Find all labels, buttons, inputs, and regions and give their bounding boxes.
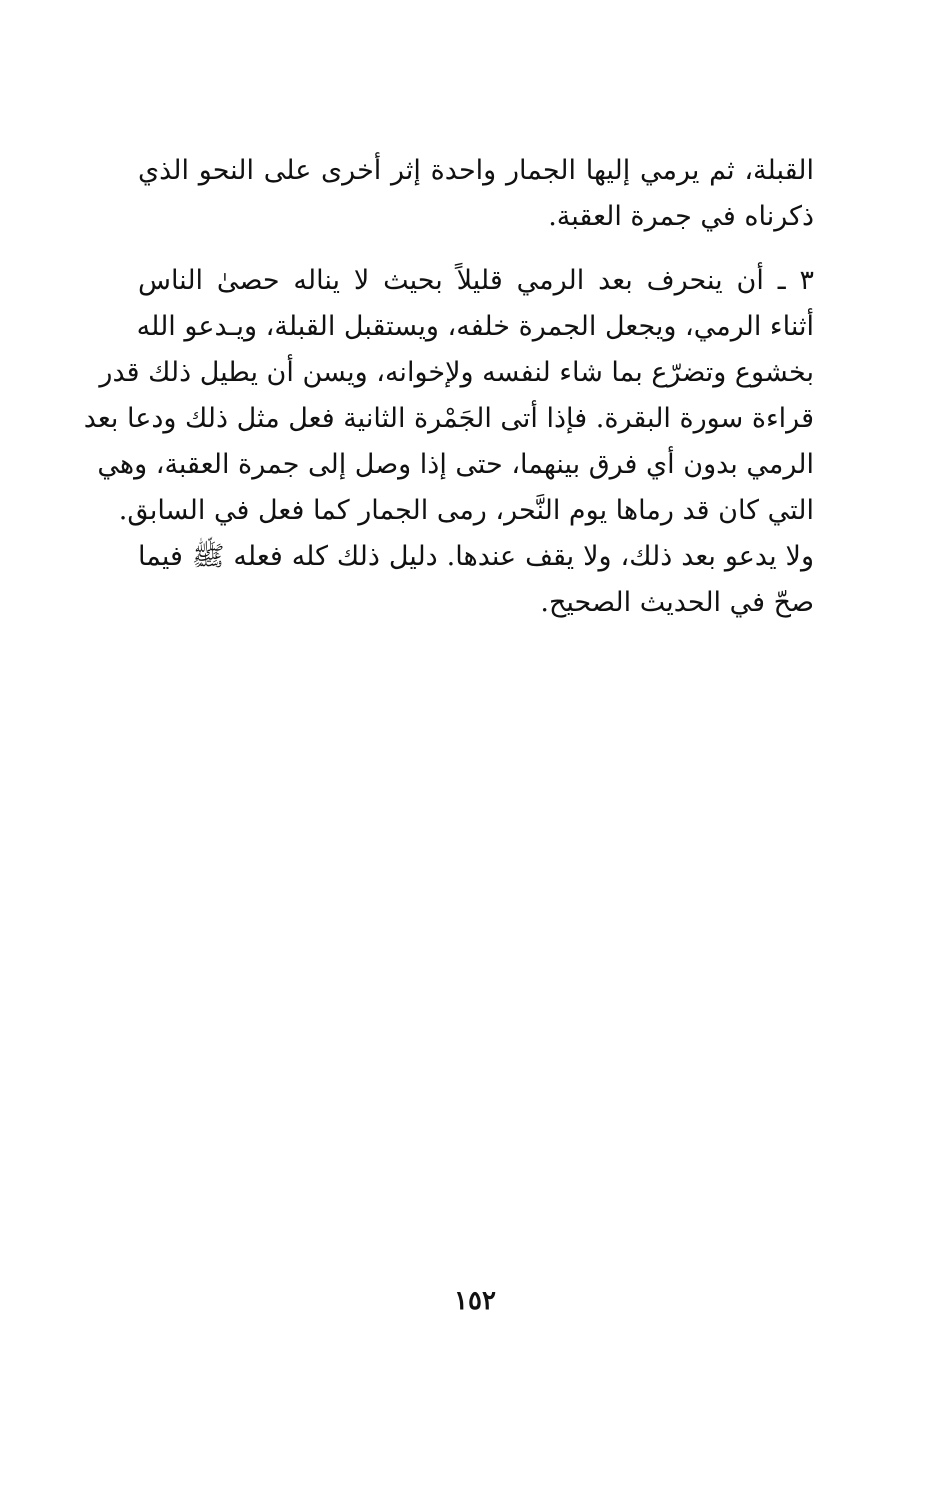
paragraph-1 xyxy=(138,148,814,240)
text-line: ٣ ـ أن ينحرف بعد الرمي قليلاً بحيث لا يناله حصىٰ الناس xyxy=(138,265,814,296)
text-line: ولا يدعو بعد ذلك، ولا يقف عندها. دليل ذلك كله فعله ﷺ فيما xyxy=(138,541,814,572)
text-line: ذكرناه في جمرة العقبة. xyxy=(548,201,814,232)
text-line: التي كان قد رماها يوم النَّحر، رمى الجمار كما فعل في السابق. xyxy=(118,495,814,526)
text-line: الرمي بدون أي فرق بينهما، حتى إذا وصل إلى جمرة العقبة، وهي xyxy=(97,449,814,480)
page-number: ١٥٢ xyxy=(454,1286,496,1316)
paragraph-2 xyxy=(83,258,814,626)
body-text xyxy=(83,148,814,626)
text-line: قراءة سورة البقرة. فإذا أتى الجَمْرة الثانية فعل مثل ذلك ودعا بعد xyxy=(83,403,814,434)
text-line: القبلة، ثم يرمي إليها الجمار واحدة إثر أخرى على النحو الذي xyxy=(138,155,814,186)
text-line: صحّ في الحديث الصحيح. xyxy=(540,587,814,618)
text-line: أثناء الرمي، ويجعل الجمرة خلفه، ويستقبل القبلة، ويـدعو الله xyxy=(136,311,814,342)
text-line: بخشوع وتضرّع بما شاء لنفسه ولإخوانه، ويسن أن يطيل ذلك قدر xyxy=(99,357,814,388)
